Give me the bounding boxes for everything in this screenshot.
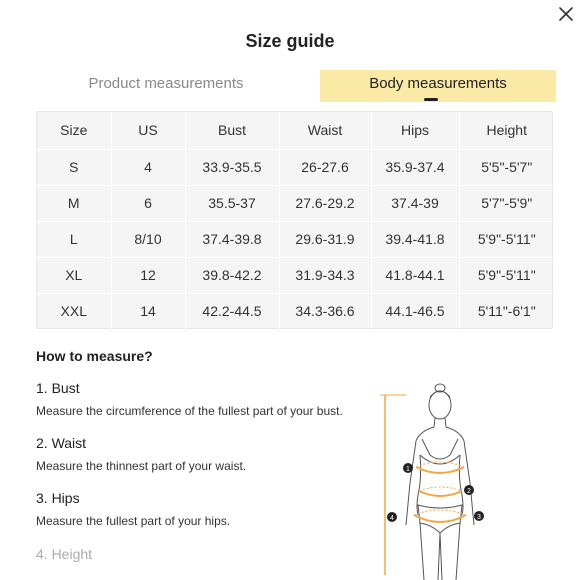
height-title: 4. Height — [36, 546, 93, 562]
table-cell: M — [37, 185, 111, 221]
table-cell: 29.6-31.9 — [279, 221, 371, 257]
tab-body-measurements[interactable]: Body measurements — [320, 70, 556, 102]
table-cell: 37.4-39 — [371, 185, 459, 221]
table-cell: 39.4-41.8 — [371, 221, 459, 257]
table-row — [37, 185, 554, 221]
table-cell: S — [37, 149, 111, 185]
hips-title: 3. Hips — [36, 490, 80, 506]
table-cell: 5'9"-5'11" — [459, 221, 554, 257]
table-cell: 31.9-34.3 — [279, 257, 371, 293]
table-cell: 27.6-29.2 — [279, 185, 371, 221]
marker-1: 1 — [406, 466, 410, 473]
measurement-tabs — [36, 70, 556, 104]
table-cell: 33.9-35.5 — [185, 149, 279, 185]
column-header-hips: Hips — [371, 112, 459, 149]
table-cell: 12 — [111, 257, 185, 293]
table-row — [37, 293, 554, 329]
close-button[interactable] — [558, 6, 580, 28]
how-to-measure-heading: How to measure? — [36, 348, 153, 364]
table-cell: 35.5-37 — [185, 185, 279, 221]
table-cell: 41.8-44.1 — [371, 257, 459, 293]
table-cell: 6 — [111, 185, 185, 221]
column-header-height: Height — [459, 112, 554, 149]
table-header-row — [37, 112, 554, 149]
table-cell: 8/10 — [111, 221, 185, 257]
table-cell: 39.8-42.2 — [185, 257, 279, 293]
table-cell: 37.4-39.8 — [185, 221, 279, 257]
table-row — [37, 149, 554, 185]
waist-title: 2. Waist — [36, 435, 87, 451]
active-tab-indicator — [424, 98, 438, 101]
page-title: Size guide — [245, 31, 335, 51]
tab-product-measurements[interactable]: Product measurements — [88, 75, 244, 92]
column-header-bust: Bust — [185, 112, 279, 149]
table-cell: 34.3-36.6 — [279, 293, 371, 329]
marker-4: 4 — [390, 515, 394, 522]
size-table — [36, 111, 553, 329]
body-measurement-illustration — [376, 383, 496, 580]
table-row — [37, 221, 554, 257]
table-cell: 42.2-44.5 — [185, 293, 279, 329]
waist-description: Measure the thinnest part of your waist. — [36, 459, 247, 473]
table-cell: 26-27.6 — [279, 149, 371, 185]
marker-3: 3 — [477, 514, 481, 521]
table-cell: 5'11"-6'1" — [477, 303, 536, 320]
hips-description: Measure the fullest part of your hips. — [36, 514, 231, 528]
table-cell: XXL — [37, 293, 111, 329]
column-header-size: Size — [37, 112, 111, 149]
marker-2: 2 — [467, 488, 471, 495]
close-icon — [558, 6, 574, 22]
table-cell: 44.1-46.5 — [371, 293, 459, 329]
table-cell: 5'9"-5'11" — [459, 257, 554, 293]
table-row — [37, 257, 554, 293]
table-cell: 5'7"-5'9" — [459, 185, 554, 221]
table-cell: 14 — [111, 293, 185, 329]
table-cell: XL — [37, 257, 111, 293]
column-header-us: US — [111, 112, 185, 149]
table-cell: 5'5"-5'7" — [459, 149, 554, 185]
bust-description: Measure the circumference of the fullest part of your bust. — [36, 404, 343, 418]
column-header-waist: Waist — [279, 112, 371, 149]
table-cell: L — [37, 221, 111, 257]
table-cell: 4 — [111, 149, 185, 185]
bust-title: 1. Bust — [36, 380, 80, 396]
table-cell: 35.9-37.4 — [371, 149, 459, 185]
